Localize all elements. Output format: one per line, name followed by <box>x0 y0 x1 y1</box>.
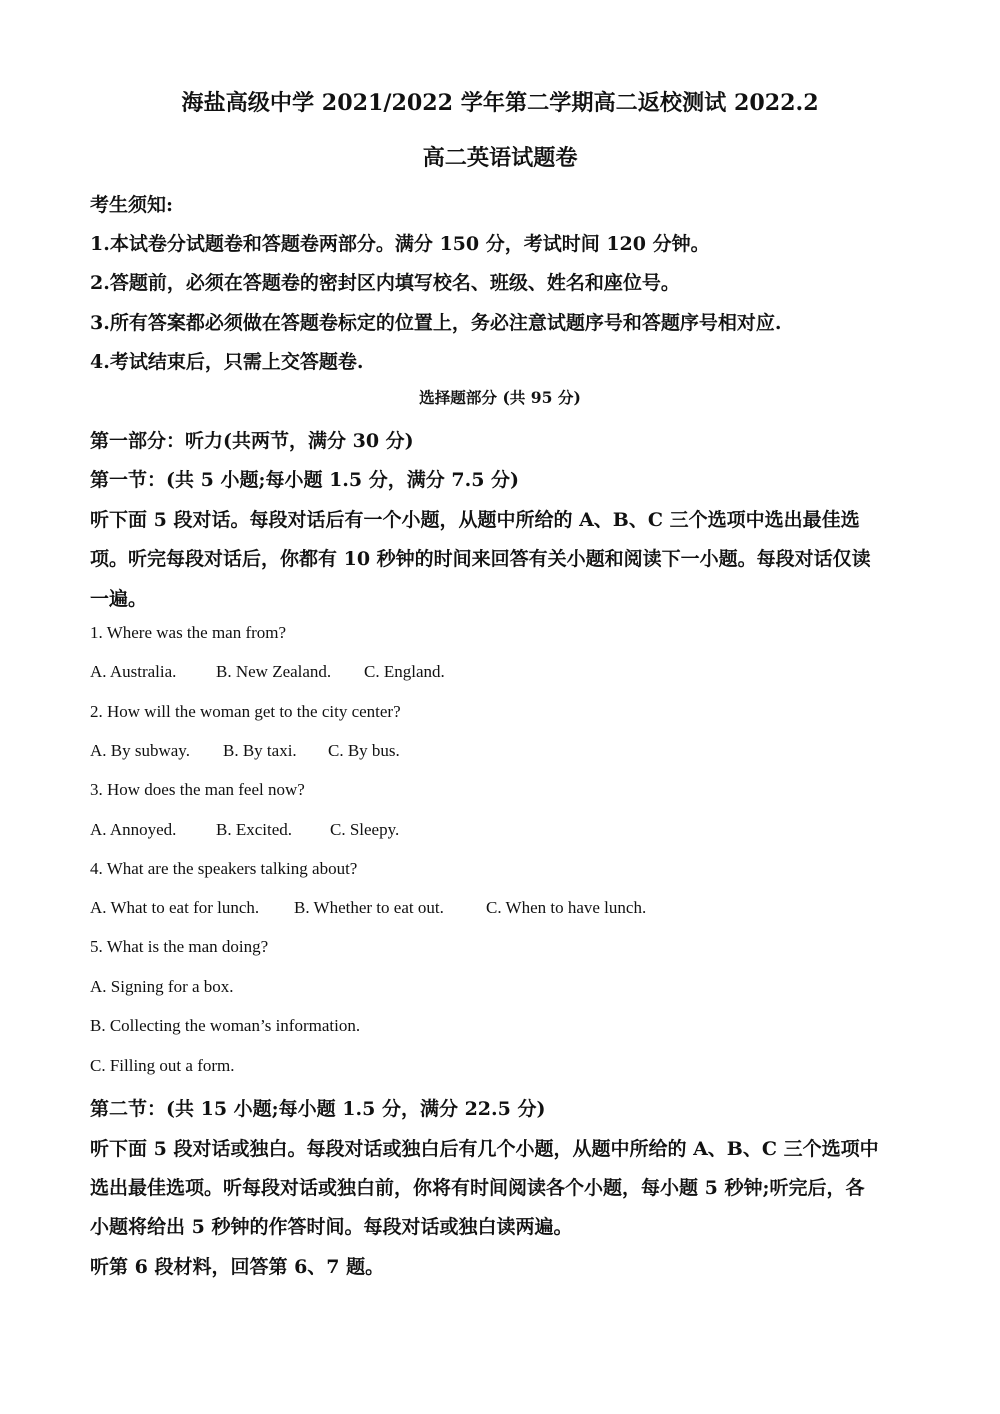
section1-instructions: 一遍。 <box>90 588 148 610</box>
option-4b: B. Whether to eat out. <box>294 898 444 917</box>
section1-instructions: 听下面 5 段对话。每段对话后有一个小题，从题中所给的 A、B、C 三个选项中选出最佳选 <box>90 509 860 531</box>
question-1: 1. Where was the man from? <box>90 623 287 642</box>
option-3c: C. Sleepy. <box>330 820 400 839</box>
section2-instructions: 小题将给出 5 秒钟的作答时间。每段对话或独白读两遍。 <box>90 1216 573 1238</box>
option-2a: A. By subway. <box>90 741 190 760</box>
section2-heading: 第二节：(共 15 小题;每小题 1.5 分，满分 22.5 分) <box>90 1098 546 1120</box>
notice-heading: 考生须知: <box>90 194 174 216</box>
notice-item: 4.考试结束后，只需上交答题卷. <box>90 351 364 373</box>
option-4c: C. When to have lunch. <box>486 898 647 917</box>
option-4a: A. What to eat for lunch. <box>90 898 260 917</box>
option-2c: C. By bus. <box>328 741 400 760</box>
question-4: 4. What are the speakers talking about? <box>90 859 358 878</box>
section2-instructions: 选出最佳选项。听每段对话或独白前，你将有时间阅读各个小题，每小题 5 秒钟;听完后，各 <box>90 1177 865 1199</box>
question-5: 5. What is the man doing? <box>90 937 269 956</box>
option-3b: B. Excited. <box>216 820 293 839</box>
section-title: 选择题部分 (共 95 分) <box>419 388 581 407</box>
notice-item: 2.答题前，必须在答题卷的密封区内填写校名、班级、姓名和座位号。 <box>90 272 680 294</box>
option-1a: A. Australia. <box>90 662 177 681</box>
section2-instructions: 听下面 5 段对话或独白。每段对话或独白后有几个小题，从题中所给的 A、B、C 三个选项中 <box>90 1138 879 1160</box>
exam-subtitle: 高二英语试题卷 <box>422 145 578 171</box>
section1-heading: 第一节：(共 5 小题;每小题 1.5 分，满分 7.5 分) <box>90 469 520 491</box>
option-5b: B. Collecting the woman’s information. <box>90 1016 361 1035</box>
part1-heading: 第一部分：听力(共两节，满分 30 分) <box>90 430 414 452</box>
option-5a: A. Signing for a box. <box>90 977 234 996</box>
notice-item: 1.本试卷分试题卷和答题卷两部分。满分 150 分，考试时间 120 分钟。 <box>90 233 710 255</box>
option-2b: B. By taxi. <box>223 741 297 760</box>
option-1b: B. New Zealand. <box>216 662 332 681</box>
exam-title: 海盐高级中学 2021/2022 学年第二学期高二返校测试 2022.2 <box>181 90 819 116</box>
question-2: 2. How will the woman get to the city center? <box>90 702 401 721</box>
material-6-heading: 听第 6 段材料，回答第 6、7 题。 <box>90 1256 385 1278</box>
option-5c: C. Filling out a form. <box>90 1056 235 1075</box>
question-3: 3. How does the man feel now? <box>90 780 305 799</box>
option-3a: A. Annoyed. <box>90 820 177 839</box>
option-1c: C. England. <box>364 662 445 681</box>
section1-instructions: 项。听完每段对话后，你都有 10 秒钟的时间来回答有关小题和阅读下一小题。每段对话仅读 <box>90 548 871 570</box>
notice-item: 3.所有答案都必须做在答题卷标定的位置上，务必注意试题序号和答题序号相对应. <box>90 312 782 334</box>
